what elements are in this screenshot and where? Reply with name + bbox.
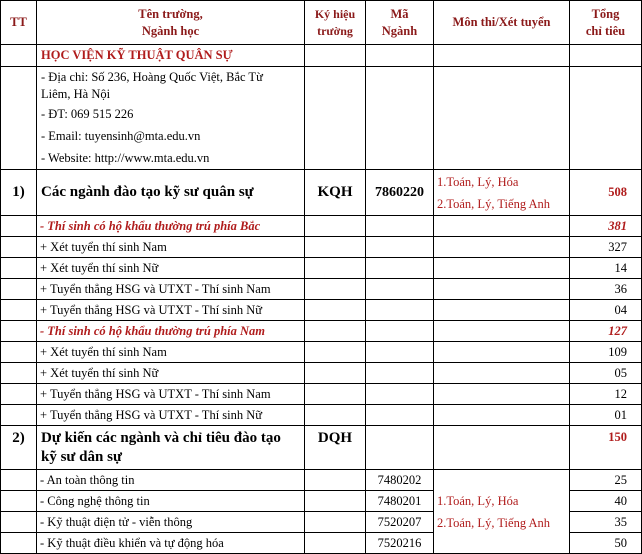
header-school-code: Ký hiệu trường	[305, 1, 366, 45]
row-label: - Thí sinh có hộ khẩu thường trú phía Nam	[37, 321, 305, 342]
section1-row	[1, 170, 642, 216]
row-label: - Thí sinh có hộ khẩu thường trú phía Bắc	[37, 216, 305, 237]
row-label: + Xét tuyển thí sinh Nữ	[37, 363, 305, 384]
row-value: 25	[570, 470, 642, 491]
table-row	[1, 258, 642, 279]
school-name-row	[1, 45, 642, 67]
header-total: Tổng chỉ tiêu	[570, 1, 642, 45]
row-value: 109	[570, 342, 642, 363]
row-value: 50	[570, 533, 642, 554]
row-value: 35	[570, 512, 642, 533]
section1-code: KQH	[305, 170, 366, 216]
section2-subjects	[434, 470, 570, 554]
header-row	[1, 1, 642, 45]
table-row	[1, 405, 642, 426]
row-label: + Tuyển thẳng HSG và UTXT - Thí sinh Nữ	[37, 300, 305, 321]
section2-code: DQH	[305, 426, 366, 470]
row-label: - Kỹ thuật điều khiển và tự động hóa	[37, 533, 305, 554]
table-row	[1, 237, 642, 258]
section1-tt: 1)	[1, 170, 37, 216]
section2-total: 150	[570, 426, 642, 470]
section1-subject-1: 1.Toán, Lý, Hóa	[437, 174, 519, 189]
row-label: - Kỹ thuật điện tử - viễn thông	[37, 512, 305, 533]
row-label: + Xét tuyển thí sinh Nam	[37, 237, 305, 258]
row-value: 05	[570, 363, 642, 384]
school-name: HỌC VIỆN KỸ THUẬT QUÂN SỰ	[37, 45, 305, 67]
table-row	[1, 321, 642, 342]
section1-name: Các ngành đào tạo kỹ sư quân sự	[37, 170, 305, 216]
row-value: 36	[570, 279, 642, 300]
row-label: + Tuyển thẳng HSG và UTXT - Thí sinh Nữ	[37, 405, 305, 426]
row-major: 7480201	[366, 491, 434, 512]
header-tt: TT	[1, 1, 37, 45]
table-row	[1, 384, 642, 405]
header-school: Tên trường, Ngành học	[37, 1, 305, 45]
row-value: 40	[570, 491, 642, 512]
section1-subjects	[434, 170, 570, 216]
row-label: + Xét tuyển thí sinh Nam	[37, 342, 305, 363]
row-major: 7520207	[366, 512, 434, 533]
row-label: + Tuyển thẳng HSG và UTXT - Thí sinh Nam	[37, 279, 305, 300]
row-value: 04	[570, 300, 642, 321]
table-row	[1, 363, 642, 384]
school-info-row	[1, 67, 642, 170]
section1-total: 508	[570, 170, 642, 216]
section1-subject-2: 2.Toán, Lý, Tiếng Anh	[437, 196, 551, 211]
section2-name: Dự kiến các ngành và chỉ tiêu đào tạo kỹ sư dân sự	[37, 426, 305, 470]
section1-major: 7860220	[366, 170, 434, 216]
header-major-code: Mã Ngành	[366, 1, 434, 45]
school-info	[37, 67, 305, 170]
row-value: 01	[570, 405, 642, 426]
school-email: - Email: tuyensinh@mta.edu.vn	[41, 129, 201, 143]
row-major: 7520216	[366, 533, 434, 554]
row-value: 12	[570, 384, 642, 405]
row-label: - An toàn thông tin	[37, 470, 305, 491]
row-value: 127	[570, 321, 642, 342]
table-row	[1, 216, 642, 237]
table-row	[1, 342, 642, 363]
row-label: - Công nghệ thông tin	[37, 491, 305, 512]
school-website: - Website: http://www.mta.edu.vn	[41, 151, 210, 165]
school-phone: - ĐT: 069 515 226	[41, 107, 134, 121]
section2-row	[1, 426, 642, 470]
section2-subject-1: 1.Toán, Lý, Hóa	[437, 493, 519, 508]
row-label: + Xét tuyển thí sinh Nữ	[37, 258, 305, 279]
row-value: 381	[570, 216, 642, 237]
section2-subject-2: 2.Toán, Lý, Tiếng Anh	[437, 515, 551, 530]
school-address: - Địa chỉ: Số 236, Hoàng Quốc Việt, Bắc Từ Liêm, Hà Nội	[41, 70, 263, 101]
table-row	[1, 300, 642, 321]
header-subjects: Môn thi/Xét tuyển	[434, 1, 570, 45]
row-value: 327	[570, 237, 642, 258]
section2-tt: 2)	[1, 426, 37, 470]
row-major: 7480202	[366, 470, 434, 491]
row-label: + Tuyển thẳng HSG và UTXT - Thí sinh Nam	[37, 384, 305, 405]
row-value: 14	[570, 258, 642, 279]
table-row	[1, 279, 642, 300]
table-row	[1, 470, 642, 491]
